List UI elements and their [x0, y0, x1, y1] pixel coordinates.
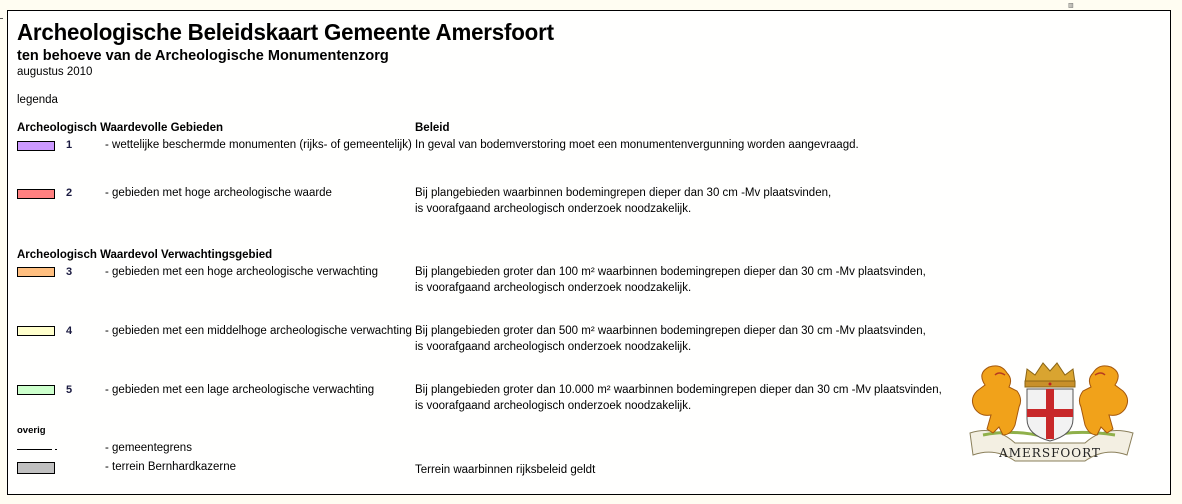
page-subtitle: ten behoeve van de Archeologische Monumentenzorg: [17, 48, 389, 64]
policy-text-line-1: Bij plangebieden waarbinnen bodemingrepen dieper dan 30 cm -Mv plaatsvinden,: [415, 187, 832, 199]
policy-text: In geval van bodemverstoring moet een monumentenvergunning worden aangevraagd.: [415, 139, 859, 151]
category-label: - gebieden met een lage archeologische verwachting: [105, 384, 375, 396]
policy-text-line-1: Bij plangebieden groter dan 100 m² waarbinnen bodemingrepen dieper dan 30 cm -Mv plaatsvinden,: [415, 266, 926, 278]
swatch-bernhardkazerne: [17, 462, 55, 474]
category-label: - gebieden met een hoge archeologische verwachting: [105, 266, 378, 278]
policy-text-line-2: is voorafgaand archeologisch onderzoek noodzakelijk.: [415, 282, 692, 294]
swatch-category-1: [17, 141, 55, 151]
top-mark-icon: ▥: [1068, 3, 1074, 9]
policy-heading: Beleid: [415, 122, 450, 134]
amersfoort-coat-of-arms-icon: [955, 355, 1145, 465]
date-label: augustus 2010: [17, 66, 93, 78]
category-number: 1: [66, 139, 73, 151]
category-number: 4: [66, 325, 73, 337]
policy-text-line-2: is voorafgaand archeologisch onderzoek noodzakelijk.: [415, 400, 692, 412]
svg-text:AMERSFOORT: AMERSFOORT: [999, 446, 1101, 460]
bernhardkazerne-policy: Terrein waarbinnen rijksbeleid geldt: [415, 464, 596, 476]
policy-text-line-1: Bij plangebieden groter dan 500 m² waarbinnen bodemingrepen dieper dan 30 cm -Mv plaatsvinden,: [415, 325, 926, 337]
swatch-category-2: [17, 189, 55, 199]
swatch-category-3: [17, 267, 55, 277]
edge-tick: [0, 18, 3, 19]
policy-text-line-2: is voorafgaand archeologisch onderzoek noodzakelijk.: [415, 341, 692, 353]
category-number: 5: [66, 384, 73, 396]
page-title: Archeologische Beleidskaart Gemeente Amersfoort: [17, 19, 554, 45]
section-heading-overig: overig: [17, 425, 46, 436]
category-label: - wettelijke beschermde monumenten (rijks- of gemeentelijk): [105, 139, 412, 151]
policy-text-line-1: Bij plangebieden groter dan 10.000 m² waarbinnen bodemingrepen dieper dan 30 cm -Mv plaatsvinden,: [415, 384, 942, 396]
category-number: 3: [66, 266, 73, 278]
swatch-category-4: [17, 326, 55, 336]
bernhardkazerne-label: - terrein Bernhardkazerne: [105, 461, 237, 473]
category-label: - gebieden met hoge archeologische waarde: [105, 187, 332, 199]
swatch-category-5: [17, 385, 55, 395]
category-number: 2: [66, 187, 73, 199]
policy-text-line-2: is voorafgaand archeologisch onderzoek noodzakelijk.: [415, 203, 692, 215]
gemeentegrens-label: - gemeentegrens: [105, 442, 192, 454]
dashed-line-icon: [17, 449, 57, 450]
category-label: - gebieden met een middelhoge archeologische verwachting: [105, 325, 412, 337]
section-heading-verwachting: Archeologisch Waardevol Verwachtingsgebied: [17, 249, 273, 261]
legend-label: legenda: [17, 94, 58, 106]
section-heading-waardevolle: Archeologisch Waardevolle Gebieden: [17, 122, 223, 134]
